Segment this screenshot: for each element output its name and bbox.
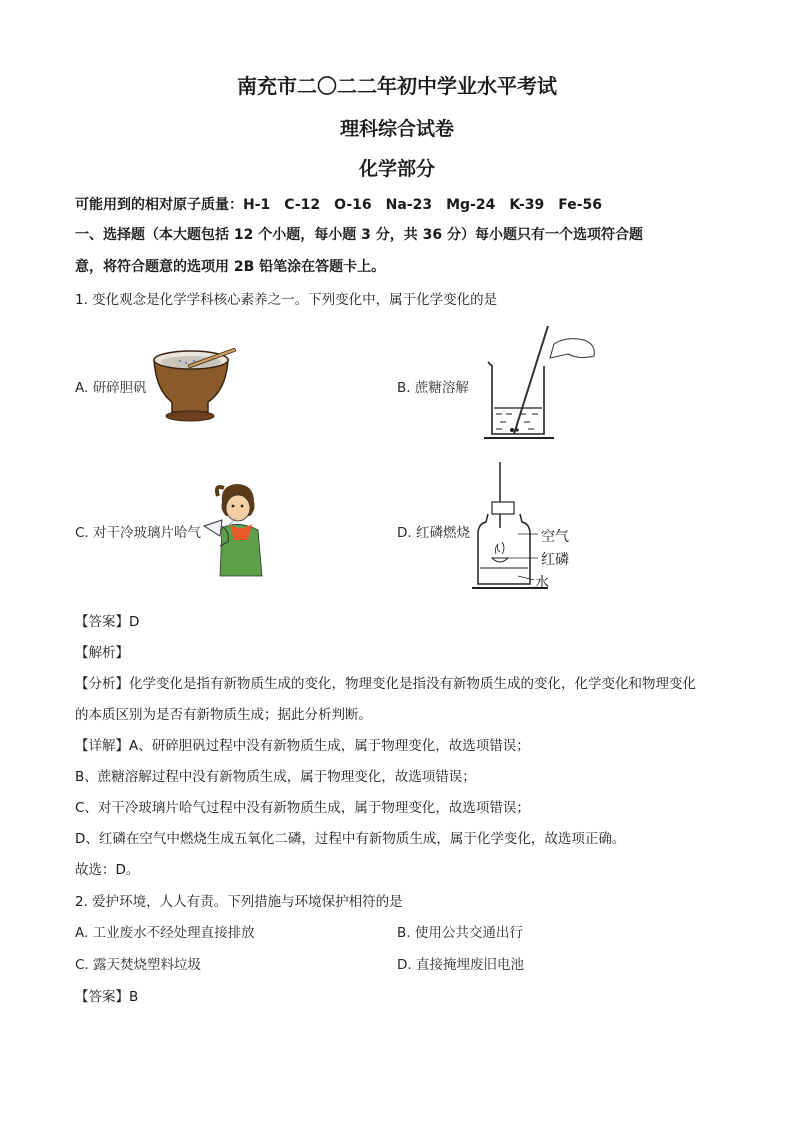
label-red-phosphorus: 红磷: [541, 552, 569, 568]
q2-option-d: D. 直接掩埋废旧电池: [397, 957, 524, 973]
label-water: 水: [535, 575, 549, 591]
q2-option-a: A. 工业废水不经处理直接排放: [75, 925, 255, 941]
q1-option-a: A. 研碎胆矾: [75, 380, 147, 396]
q1-option-c: C. 对干冷玻璃片哈气: [75, 525, 202, 541]
q1-conclusion: 故选：D。: [75, 862, 140, 878]
beaker-stirring-image: [484, 322, 604, 442]
q2-stem: 2. 爱护环境，人人有责。下列措施与环境保护相符的是: [75, 894, 403, 910]
q1-analysis-line1: 【分析】化学变化是指有新物质生成的变化，物理变化是指没有新物质生成的变化，化学变化和物理变化: [75, 676, 696, 692]
part1-instructions-line2: 意，将符合题意的选项用 2B 铅笔涂在答题卡上。: [75, 259, 386, 275]
q2-answer: 【答案】B: [75, 989, 139, 1005]
exam-title: 南充市二〇二二年初中学业水平考试: [237, 74, 557, 98]
q1-analysis-line2: 的本质区别为是否有新物质生成；据此分析判断。: [75, 707, 372, 723]
q1-detail-c: C、对干冷玻璃片哈气过程中没有新物质生成，属于物理变化，故选项错误；: [75, 800, 530, 816]
q1-option-b: B. 蔗糖溶解: [397, 380, 469, 396]
girl-breathing-image: [200, 480, 270, 580]
section-title: 化学部分: [358, 158, 435, 180]
q1-stem: 1. 变化观念是化学学科核心素养之一。下列变化中，属于化学变化的是: [75, 292, 498, 308]
q1-detail-b: B、蔗糖溶解过程中没有新物质生成，属于物理变化，故选项错误；: [75, 769, 476, 785]
label-air: 空气: [541, 529, 569, 545]
exam-subtitle: 理科综合试卷: [339, 118, 454, 140]
q2-option-b: B. 使用公共交通出行: [397, 925, 523, 941]
mortar-pestle-image: [150, 346, 240, 426]
part1-instructions-line1: 一、选择题（本大题包括 12 个小题，每小题 3 分，共 36 分）每小题只有一个选项符合题: [75, 227, 643, 243]
q1-detail-d: D、红磷在空气中燃烧生成五氧化二磷，过程中有新物质生成，属于化学变化，故选项正确。: [75, 831, 626, 847]
q1-analysis-heading: 【解析】: [75, 645, 129, 661]
q1-detail-a: 【详解】A、研碎胆矾过程中没有新物质生成，属于物理变化，故选项错误；: [75, 738, 530, 754]
q1-answer: 【答案】D: [75, 614, 140, 630]
atomic-masses: 可能用到的相对原子质量：H-1 C-12 O-16 Na-23 Mg-24 K-39 Fe-56: [75, 197, 603, 213]
q1-option-d: D. 红磷燃烧: [397, 525, 470, 541]
q2-option-c: C. 露天焚烧塑料垃圾: [75, 957, 202, 973]
